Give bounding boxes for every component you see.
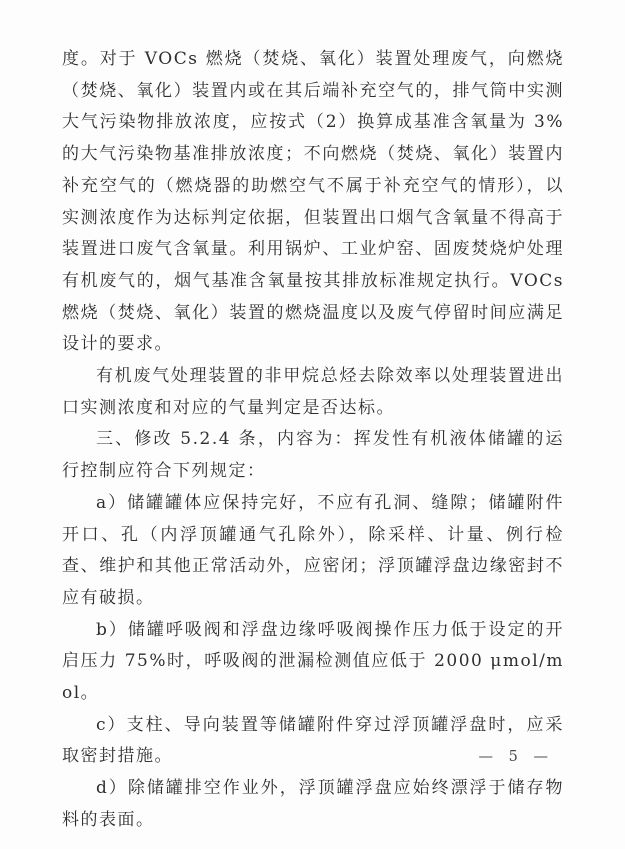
page-number-label: — 5 — bbox=[478, 749, 551, 765]
paragraph-item-c-support-column-seal: c）支柱、导向装置等储罐附件穿过浮顶罐浮盘时，应采取密封措施。 bbox=[62, 714, 564, 767]
document-body bbox=[62, 44, 564, 837]
page-number bbox=[479, 749, 551, 765]
paragraph-section-3-amend-5-2-4: 三、修改 5.2.4 条，内容为：挥发性有机液体储罐的运行控制应符合下列规定： bbox=[62, 429, 564, 482]
paragraph-vocs-combustion-oxygen-reference: 度。对于 VOCs 燃烧（焚烧、氧化）装置处理废气，向燃烧（焚烧、氧化）装置内或在其后端补充空气的，排气筒中实测大气污染物排放浓度，应按式（2）换算成基准含氧量为 3%的大气污染物基准排放浓度；不向燃烧（焚烧、氧化）装置内补充空气的（燃烧器的助燃空气不属于补充空气的情形），以实测浓度作为达标判定依据，但装置出口烟气含氧量不得高于装置进口废气含氧量。利用锅炉、工业炉窑、固废焚烧炉处理有机废气的，烟气基准含氧量按其排放标准规定执行。VOCs 燃烧（焚烧、氧化）装置的燃烧温度以及废气停留时间应满足设计的要求。 bbox=[62, 49, 564, 355]
paragraph-item-b-breather-valve: b）储罐呼吸阀和浮盘边缘呼吸阀操作压力低于设定的开启压力 75%时，呼吸阀的泄漏检测值应低于 2000 μmol/mol。 bbox=[62, 619, 564, 704]
paragraph-item-a-tank-body: a）储罐罐体应保持完好，不应有孔洞、缝隙；储罐附件开口、孔（内浮顶罐通气孔除外），除采样、计量、例行检查、维护和其他正常活动外，应密闭；浮顶罐浮盘边缘密封不应有破损。 bbox=[62, 492, 564, 608]
paragraph-nmhc-removal-efficiency: 有机废气处理装置的非甲烷总烃去除效率以处理装置进出口实测浓度和对应的气量判定是否达标。 bbox=[62, 366, 564, 418]
paragraph-item-d-floating-roof: d）除储罐排空作业外，浮顶罐浮盘应始终漂浮于储存物料的表面。 bbox=[62, 778, 564, 830]
